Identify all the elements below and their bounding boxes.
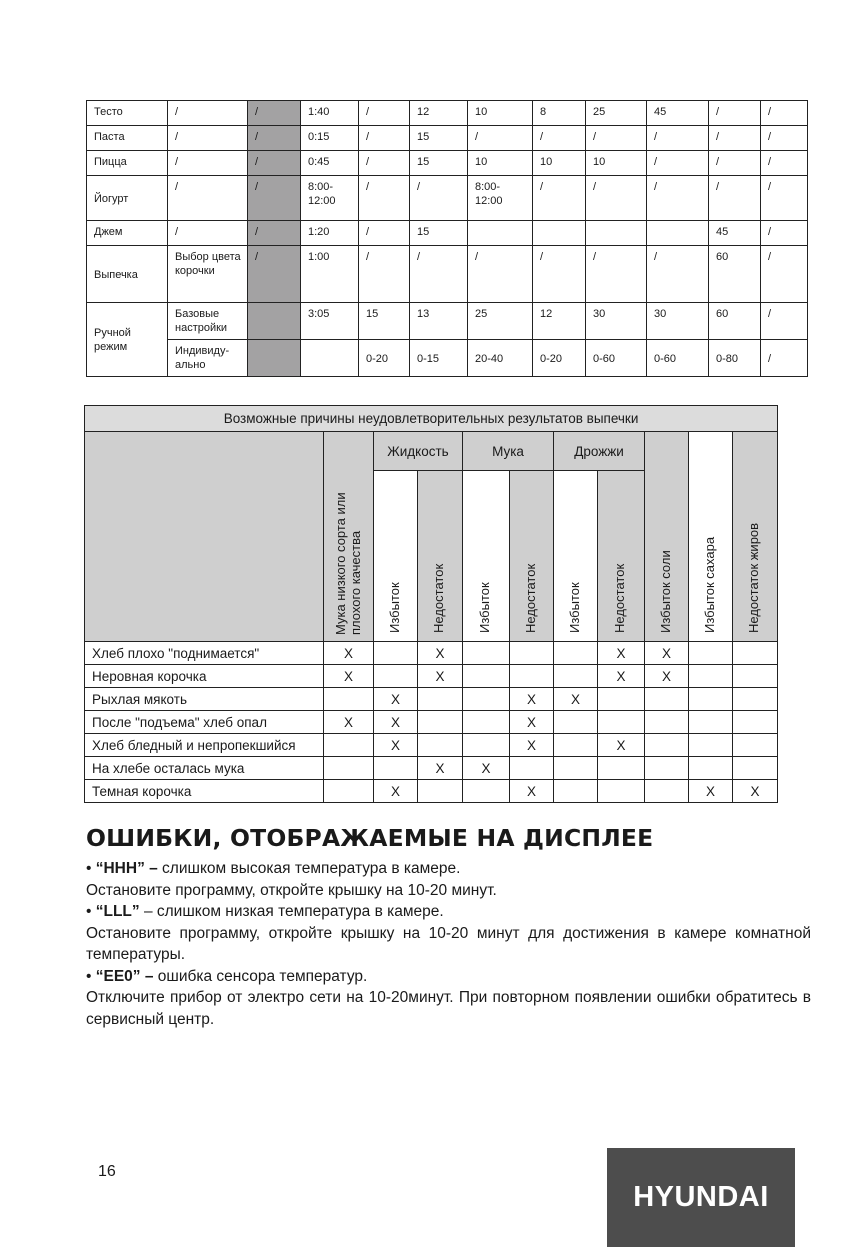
program-cell: 45	[647, 101, 709, 126]
program-cell: /	[168, 101, 248, 126]
problem-row	[85, 642, 778, 665]
cause-mark: X	[418, 757, 463, 780]
program-cell: /	[709, 101, 761, 126]
program-cell: 8:00-12:00	[301, 176, 359, 221]
program-row	[87, 246, 808, 303]
col-header-yeast-lack: Недостаток	[598, 471, 645, 642]
program-cell: 15	[410, 126, 468, 151]
cause-mark	[374, 642, 418, 665]
cause-mark	[418, 734, 463, 757]
program-cell: /	[761, 126, 808, 151]
program-cell: /	[468, 126, 533, 151]
problem-row	[85, 780, 778, 803]
cause-mark	[463, 642, 510, 665]
cause-mark	[554, 711, 598, 734]
program-cell: /	[410, 246, 468, 303]
error-hhh: • “HHH” – слишком высокая температура в камере.	[86, 860, 461, 877]
program-cell: 1:00	[301, 246, 359, 303]
program-cell: /	[761, 101, 808, 126]
program-cell: /	[359, 176, 410, 221]
cause-mark	[554, 665, 598, 688]
program-cell: 13	[410, 303, 468, 340]
cause-mark	[733, 665, 778, 688]
col-header-liquid-excess: Избыток	[374, 471, 418, 642]
program-name: Йогурт	[87, 176, 168, 221]
problem-label: Хлеб бледный и непропекшийся	[85, 734, 324, 757]
col-header-yeast-excess: Избыток	[554, 471, 598, 642]
cause-mark: X	[374, 734, 418, 757]
program-row	[87, 221, 808, 246]
brand-logo: HYUNDAI	[607, 1148, 795, 1247]
program-cell: /	[709, 151, 761, 176]
program-cell: 30	[647, 303, 709, 340]
program-cell: 12	[410, 101, 468, 126]
problem-row	[85, 757, 778, 780]
program-cell: /	[359, 221, 410, 246]
cause-mark: X	[689, 780, 733, 803]
cause-mark: X	[645, 665, 689, 688]
program-cell: /	[647, 176, 709, 221]
program-cell: 15	[410, 221, 468, 246]
program-cell: /	[248, 221, 301, 246]
error-lll-action: Остановите программу, откройте крышку на 10-20 минут для достижения в камере комнатной температуры.	[86, 924, 811, 963]
program-cell: /	[647, 246, 709, 303]
program-name: Выпечка	[87, 246, 168, 303]
program-cell: /	[248, 126, 301, 151]
problem-row	[85, 711, 778, 734]
display-errors-section	[86, 826, 811, 1030]
program-cell: /	[586, 176, 647, 221]
cause-mark: X	[418, 642, 463, 665]
cause-mark	[554, 780, 598, 803]
cause-mark	[463, 665, 510, 688]
cause-mark	[324, 757, 374, 780]
cause-mark	[733, 711, 778, 734]
program-cell: /	[248, 151, 301, 176]
program-cell: 0-60	[647, 340, 709, 377]
program-cell: /	[709, 126, 761, 151]
problem-row	[85, 688, 778, 711]
program-cell: 30	[586, 303, 647, 340]
program-cell: /	[761, 303, 808, 340]
cause-mark: X	[374, 688, 418, 711]
cause-mark: X	[374, 711, 418, 734]
error-ee0: • “EE0” – ошибка сенсора температур.	[86, 967, 368, 985]
col-header-flour-quality: Мука низкого сорта или плохого качества	[324, 432, 374, 642]
cause-mark	[689, 688, 733, 711]
problem-row	[85, 734, 778, 757]
cause-mark	[554, 642, 598, 665]
program-cell	[533, 221, 586, 246]
program-row	[87, 101, 808, 126]
program-cell: /	[359, 246, 410, 303]
col-header-lack-fat: Недостаток жиров	[733, 432, 778, 642]
cause-mark	[374, 665, 418, 688]
program-cell: 15	[359, 303, 410, 340]
cause-mark	[598, 688, 645, 711]
program-cell: 8:00-12:00	[468, 176, 533, 221]
program-cell: /	[533, 246, 586, 303]
program-cell: /	[359, 101, 410, 126]
cause-mark	[510, 642, 554, 665]
bake-problems-table	[84, 405, 778, 803]
program-row	[87, 151, 808, 176]
group-header-liquid: Жидкость	[374, 432, 463, 471]
cause-mark: X	[510, 688, 554, 711]
program-cell: 10	[468, 101, 533, 126]
program-cell: Выбор цвета корочки	[168, 246, 248, 303]
program-cell: /	[359, 126, 410, 151]
program-cell: 45	[709, 221, 761, 246]
program-cell: 0:15	[301, 126, 359, 151]
program-cell: 0-60	[586, 340, 647, 377]
program-cell	[301, 340, 359, 377]
program-name: Тесто	[87, 101, 168, 126]
program-cell: 8	[533, 101, 586, 126]
cause-mark	[324, 688, 374, 711]
program-cell: 0-20	[533, 340, 586, 377]
program-cell: /	[586, 246, 647, 303]
cause-mark	[324, 780, 374, 803]
program-table	[86, 100, 808, 377]
cause-mark: X	[510, 711, 554, 734]
col-header-flour-lack: Недостаток	[510, 471, 554, 642]
error-ee0-action: Отключите прибор от электро сети на 10-20минут. При повторном появлении ошибки обратитесь в сервисный центр.	[86, 989, 811, 1028]
cause-mark	[733, 757, 778, 780]
cause-mark	[374, 757, 418, 780]
problem-row	[85, 665, 778, 688]
cause-mark: X	[598, 642, 645, 665]
col-header-excess-salt: Избыток соли	[645, 432, 689, 642]
cause-mark	[554, 734, 598, 757]
cause-mark	[689, 734, 733, 757]
program-name: Ручной режим	[87, 303, 168, 377]
cause-mark	[645, 734, 689, 757]
cause-mark: X	[645, 642, 689, 665]
program-cell	[586, 221, 647, 246]
cause-mark	[645, 688, 689, 711]
program-name: Паста	[87, 126, 168, 151]
program-cell: /	[647, 126, 709, 151]
program-cell	[248, 340, 301, 377]
program-cell: 1:20	[301, 221, 359, 246]
cause-mark	[418, 711, 463, 734]
program-cell: /	[168, 126, 248, 151]
program-cell	[468, 221, 533, 246]
program-cell: /	[761, 151, 808, 176]
program-cell: /	[468, 246, 533, 303]
program-cell: /	[168, 221, 248, 246]
cause-mark: X	[598, 734, 645, 757]
cause-mark	[463, 734, 510, 757]
group-header-flour: Мука	[463, 432, 554, 471]
cause-mark	[598, 757, 645, 780]
cause-mark: X	[324, 665, 374, 688]
cause-mark	[689, 642, 733, 665]
program-cell: /	[761, 340, 808, 377]
col-header-liquid-lack: Недостаток	[418, 471, 463, 642]
program-cell: 15	[410, 151, 468, 176]
program-cell: 1:40	[301, 101, 359, 126]
program-cell: /	[410, 176, 468, 221]
program-row-manual	[87, 340, 808, 377]
program-cell: 10	[586, 151, 647, 176]
program-cell: 3:05	[301, 303, 359, 340]
program-cell: 10	[468, 151, 533, 176]
cause-mark	[463, 780, 510, 803]
problem-label: Неровная корочка	[85, 665, 324, 688]
program-cell: /	[761, 246, 808, 303]
program-cell: /	[248, 176, 301, 221]
program-cell: 0-80	[709, 340, 761, 377]
program-cell: /	[168, 176, 248, 221]
program-cell: Базовые настройки	[168, 303, 248, 340]
cause-mark	[733, 642, 778, 665]
problem-label: После "подъема" хлеб опал	[85, 711, 324, 734]
program-row	[87, 176, 808, 221]
program-cell: /	[761, 176, 808, 221]
program-cell: /	[168, 151, 248, 176]
program-cell: /	[533, 126, 586, 151]
program-cell: 60	[709, 303, 761, 340]
program-cell: 12	[533, 303, 586, 340]
problem-label: Рыхлая мякоть	[85, 688, 324, 711]
program-cell: /	[647, 151, 709, 176]
problem-label: Темная корочка	[85, 780, 324, 803]
program-cell: /	[709, 176, 761, 221]
program-cell: 20-40	[468, 340, 533, 377]
cause-mark: X	[733, 780, 778, 803]
program-cell: Индивиду-ально	[168, 340, 248, 377]
program-cell: 0-20	[359, 340, 410, 377]
program-cell: 10	[533, 151, 586, 176]
cause-mark: X	[510, 734, 554, 757]
program-cell: 25	[586, 101, 647, 126]
cause-mark	[598, 780, 645, 803]
cause-mark: X	[510, 780, 554, 803]
cause-mark	[324, 734, 374, 757]
program-name: Пицца	[87, 151, 168, 176]
cause-mark	[645, 757, 689, 780]
cause-mark	[689, 757, 733, 780]
program-cell: /	[248, 101, 301, 126]
page-number: 16	[98, 1163, 116, 1180]
program-row	[87, 126, 808, 151]
cause-mark: X	[598, 665, 645, 688]
cause-mark	[418, 688, 463, 711]
cause-mark	[510, 757, 554, 780]
cause-mark: X	[418, 665, 463, 688]
program-cell: 0-15	[410, 340, 468, 377]
cause-mark	[598, 711, 645, 734]
program-cell: 25	[468, 303, 533, 340]
problem-label: Хлеб плохо "поднимается"	[85, 642, 324, 665]
error-lll: • “LLL” – слишком низкая температура в камере.	[86, 903, 444, 920]
cause-mark	[418, 780, 463, 803]
cause-mark: X	[554, 688, 598, 711]
program-name: Джем	[87, 221, 168, 246]
cause-mark	[510, 665, 554, 688]
program-cell: 60	[709, 246, 761, 303]
cause-mark	[463, 688, 510, 711]
causes-table-title: Возможные причины неудовлетворительных результатов выпечки	[85, 406, 778, 432]
program-row-manual	[87, 303, 808, 340]
program-cell: 0:45	[301, 151, 359, 176]
program-cell	[248, 303, 301, 340]
program-cell: /	[761, 221, 808, 246]
error-hhh-action: Остановите программу, откройте крышку на 10-20 минут.	[86, 881, 497, 899]
cause-mark	[645, 711, 689, 734]
errors-heading: ОШИБКИ, ОТОБРАЖАЕМЫЕ НА ДИСПЛЕЕ	[86, 826, 654, 852]
col-header-excess-sugar: Избыток сахара	[689, 432, 733, 642]
cause-mark	[463, 711, 510, 734]
cause-mark: X	[324, 642, 374, 665]
cause-mark	[554, 757, 598, 780]
program-cell: /	[586, 126, 647, 151]
cause-mark: X	[463, 757, 510, 780]
cause-mark	[733, 688, 778, 711]
causes-corner	[85, 432, 324, 642]
program-cell: /	[359, 151, 410, 176]
program-cell	[647, 221, 709, 246]
cause-mark	[689, 711, 733, 734]
group-header-yeast: Дрожжи	[554, 432, 645, 471]
program-cell: /	[248, 246, 301, 303]
col-header-flour-excess: Избыток	[463, 471, 510, 642]
program-cell: /	[533, 176, 586, 221]
cause-mark	[645, 780, 689, 803]
cause-mark: X	[324, 711, 374, 734]
problem-label: На хлебе осталась мука	[85, 757, 324, 780]
cause-mark	[689, 665, 733, 688]
cause-mark	[733, 734, 778, 757]
cause-mark: X	[374, 780, 418, 803]
